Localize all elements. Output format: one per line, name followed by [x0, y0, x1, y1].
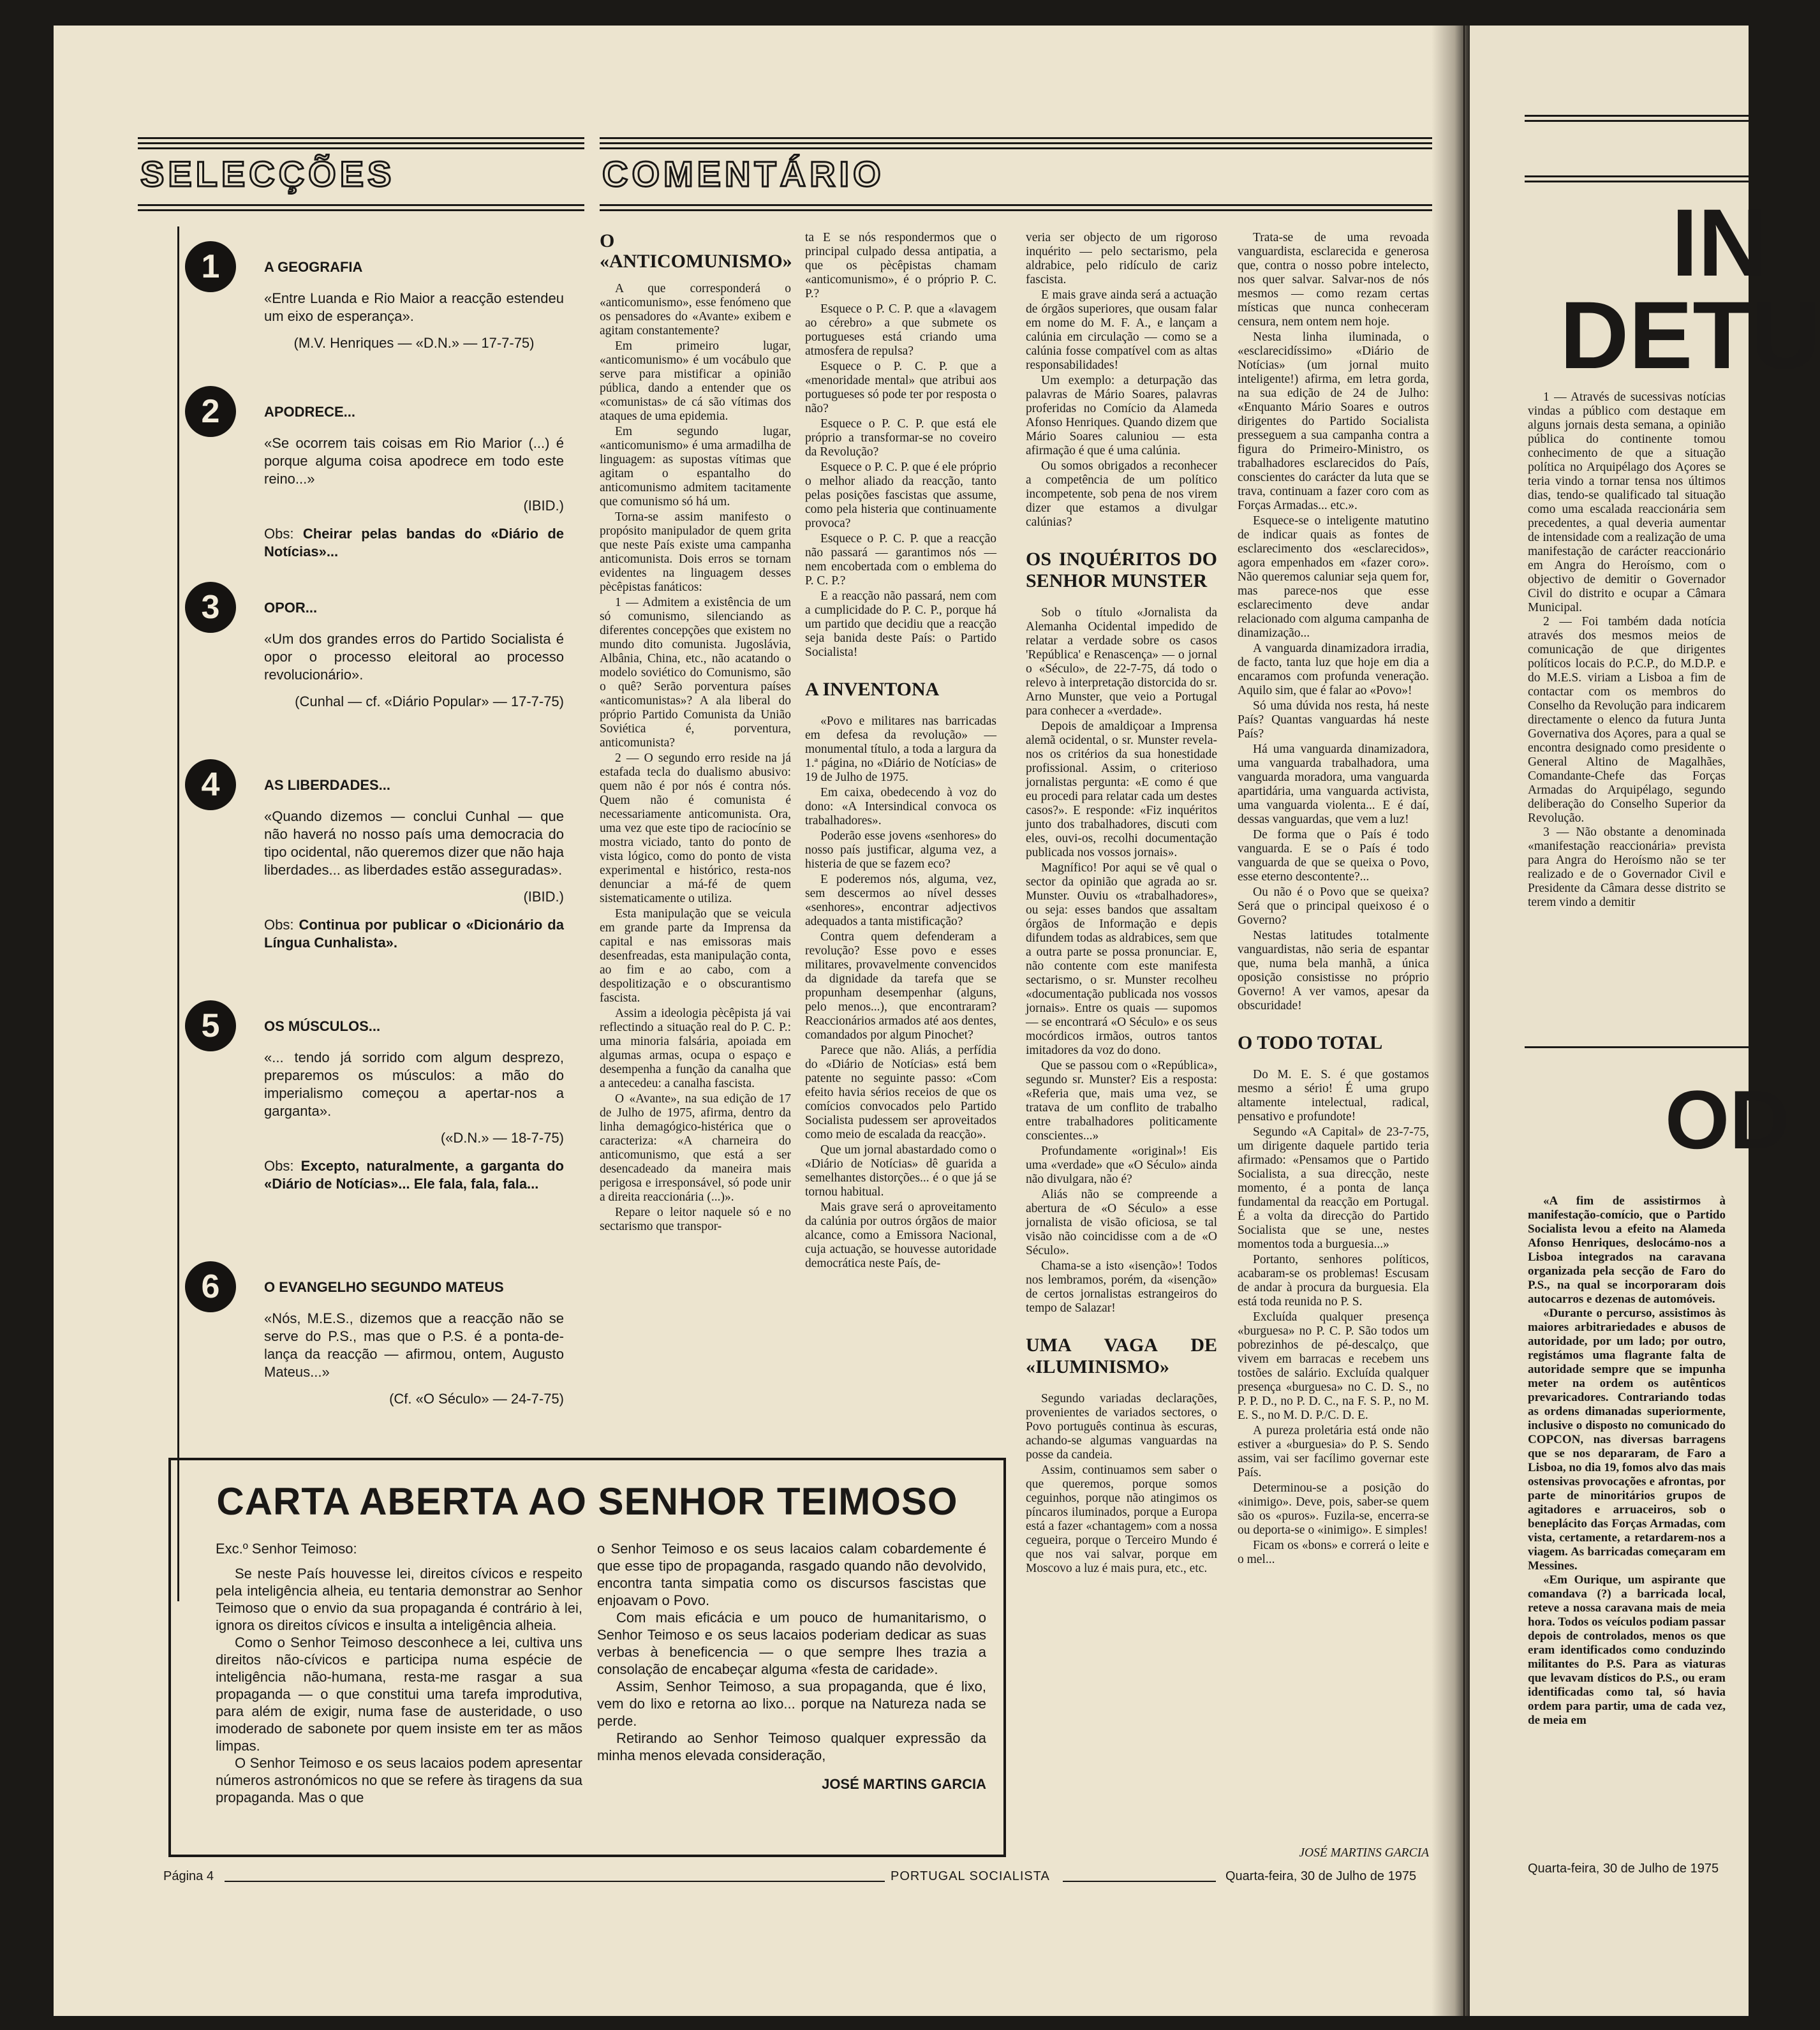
selection-quote: «Se ocorrem tais coisas em Rio Marior (...) é porque alguma coisa apodrece em todo este reino...» — [264, 435, 564, 487]
selection-quote: «Um dos grandes erros do Partido Socialista é opor o processo eleitoral ao processo revolucionário». — [264, 631, 564, 683]
obs-text: Continua por publicar o «Dicionário da Língua Cunhalista». — [264, 917, 564, 951]
number-badge: 2 — [185, 386, 236, 437]
selection-source: («D.N.» — 18-7-75) — [440, 1130, 564, 1146]
selections-bottom-rule — [138, 204, 584, 214]
paragraph: 3 — Não obstante a denominada «manifestação reaccionária» prevista para Angra do Heroísmo não se ter realizado e de o Governador Civil e Presidente da Câmara desse distrito se terem vindo a demitir — [1528, 826, 1726, 909]
right-headline-line3: OD — [1665, 1073, 1789, 1166]
selection-item — [185, 1261, 571, 1453]
paragraph: Há uma vanguarda dinamizadora, uma vanguarda trabalhadora, uma vanguarda moradora, uma vanguarda apartidária, uma vanguarda activista, uma vanguarda violenta... E é daí, dessas vanguardas, que vem a luz! — [1238, 743, 1429, 826]
open-letter-left-column — [216, 1540, 582, 1806]
paragraph: De forma que o País é todo vanguarda. E se o País é todo vanguarda de que se queixa o Povo, esse eterno descontente?... — [1238, 828, 1429, 884]
paragraph: Ou não é o Povo que se queixa? Será que o principal queixoso é o Governo? — [1238, 885, 1429, 927]
number-badge: 5 — [185, 1000, 236, 1051]
paragraph: Poderão esse jovens «senhores» do nosso país justificar, alguma vez, a histeria de que se fazem eco? — [805, 829, 996, 871]
selection-quote: «... tendo já sorrido com algum desprezo, preparemos os músculos: a mão do imperialismo começou a apertar-nos a garganta». — [264, 1049, 564, 1119]
paragraph: Ficam os «bons» e correrá o leite e o mel... — [1238, 1539, 1429, 1566]
selection-title: OPOR... — [264, 600, 318, 616]
inventona-heading: A INVENTONA — [805, 679, 940, 700]
paragraph: 2 — Foi também dada notícia através dos mesmos meios de comunicação de que dirigentes políticos locais do P.C.P., do M.D.P. e do M.E.S. viriam a Lisboa a fim de contactar com os membros do Conselho da Revolução para indicarem directamente o elenco da futura Junta Governativa dos Açores, para a qual se encontra designado como presidente o General Altino de Magalhães, Comandante-Chefe das Forças Armadas do Arquipélago, segundo deliberação do Conselho Superior da Revolução. — [1528, 615, 1726, 825]
paragraph: Assim a ideologia pècêpista já vai reflectindo a situação real do P. C. P.: uma minoria falsária, apoiada em algumas armas, ocupa o espaço e desempenha a função da canalha que a antecedeu: a canalha fascista. — [600, 1007, 791, 1090]
selection-obs — [264, 1157, 564, 1193]
open-letter-signature: JOSÉ MARTINS GARCIA — [822, 1776, 986, 1792]
obs-text: Excepto, naturalmente, a garganta do «Diário de Notícias»... Ele fala, fala, fala... — [264, 1158, 564, 1192]
commentary-top-rule — [600, 137, 1432, 152]
page-gutter — [1432, 26, 1470, 2016]
obs-label: Obs: — [264, 1158, 294, 1174]
paragraph: «Durante o percurso, assistimos às maiores arbitrariedades e abusos de autoridade, por um lado; por outro, registámos uma flagrante falta de autoridade sempre que se impunha meter na ordem os autênticos prevaricadores. Contrariando todas as ordens dimanadas superiormente, inclusive o disposto no comunicado do COPCON, nas diversas barragens que se nos depararam, de Faro a Lisboa, no dia 19, fomos alvo das mais ostensivas provocações e afrontas, por parte de minoritários grupos de agitadores e arruaceiros, sob o beneplácito das Forças Armadas, com vista, certamente, a retardarem-nos a viagem. As barricadas começaram em Messines. — [1528, 1307, 1726, 1573]
selection-title: A GEOGRAFIA — [264, 259, 363, 275]
selections-top-rule — [138, 137, 584, 152]
selection-item — [185, 582, 571, 760]
selection-item — [185, 1000, 571, 1243]
paragraph: Nesta linha iluminada, o «esclarecidíssimo» «Diário de Notícias» (um jornal muito inteligente!) afirma, em letra gorda, na sua edição de 24 de Julho: «Enquanto Mário Soares e outros dirigentes do Partido Socialista presseguem a sua campanha contra a figura do Primeiro-Ministro, os trabalhadores esclarecidos do País, conscientes do carácter da luta que se trava, continuam a fazer coro com as Forças Armadas... etc.». — [1238, 330, 1429, 512]
selection-source: (M.V. Henriques — «D.N.» — 17-7-75) — [293, 335, 535, 351]
paragraph: «Povo e militares nas barricadas em defesa da revolução» — monumental título, a toda a largura da 1.ª página, no «Diário de Notícias» de 19 de Julho de 1975. — [805, 715, 996, 784]
selection-body — [264, 290, 564, 352]
paragraph: Um exemplo: a deturpação das palavras de Mário Soares, palavras proferidas no Comício da Alameda Afonso Henriques. Quando dizem que Mário Soares caluniou — esta afirmação é que é uma calúnia. — [1026, 374, 1217, 457]
paragraph: Trata-se de uma revoada vanguardista, esclarecida e generosa que, contra o nosso pobre intelecto, nos quer salvar. Salvar-nos de nós mesmos — como rezam certas místicas que nunca conheceram censura, nem ontem nem hoje. — [1238, 231, 1429, 329]
paragraph: Mais grave será o aproveitamento da calúnia por outros órgãos de maior alcance, como a Emissora Nacional, cuja actuação, se houvesse autoridade democrática neste País, de- — [805, 1201, 996, 1270]
paragraph: Esta manipulação que se veicula em grande parte da Imprensa da capital e nas emissoras mais desenfreadas, esta manipulação conta, ao fim e ao cabo, com a despolitização e o obscurantismo fascista. — [600, 907, 791, 1005]
paragraph: Esquece-se o inteligente matutino de indicar quais as fontes de esclarecimento dos «esclarecidos», agora empenhados em «fazer coro». Não queremos caluniar seja quem for, mas parece-nos que esse esclarecimento deve andar relacionado com alguma campanha de dinamização... — [1238, 514, 1429, 640]
paragraph: Portanto, senhores políticos, acabaram-se os problemas! Escusam de andar à procura da burguesia. Ela está toda reunida no P. S. — [1238, 1253, 1429, 1308]
right-page-top-rule — [1525, 115, 1749, 125]
selection-body — [264, 808, 564, 952]
paragraph: Que se passou com o «República», segundo sr. Munster? Eis a resposta: «Referia que, mais uma vez, se tratava de um conflito de trabalho entre trabalhadores politicamente conscientes...» — [1026, 1059, 1217, 1143]
iluminismo-heading: UMA VAGA DE «ILUMINISMO» — [1026, 1335, 1217, 1377]
right-page-column-b — [1528, 1194, 1726, 1728]
paragraph: Assim, continuamos sem saber o que queremos, porque somos ceguinhos, porque não atingimos os píncaros iluminados, porque a Europa está a fazer «chantagem» com a nossa cegueira, porque o Terceiro Mundo é que nos vai salvar, porque em Moscovo a luz é mais pura, etc., etc. — [1026, 1463, 1217, 1575]
number-badge: 1 — [185, 241, 236, 292]
paragraph: Profundamente «original»! Eis uma «verdade» que «O Século» ainda não divulgara, não é? — [1026, 1145, 1217, 1186]
paragraph: Do M. E. S. é que gostamos mesmo a sério! É uma grupo altamente intelectual, radical, pensativo e profundote! — [1238, 1068, 1429, 1123]
selection-title: AS LIBERDADES... — [264, 777, 391, 793]
paragraph: 1 — Através de sucessivas notícias vindas a público com destaque em alguns jornais desta semana, a opinião pública do continente tomou conhecimento de que a situação política no Arquipélago dos Açores se teria vindo a tornar tensa nos últimos dias, tendo-se qualificado tal situação como uma escalada reaccionária sem precedentes, a qual deveria aumentar de intensidade com a realização de uma manifestação de carácter reaccionário em Angra do Heroísmo, com o objectivo de demitir o Governador Civil do distrito e ocupar a Câmara Municipal. — [1528, 390, 1726, 614]
paragraph: Excluída qualquer presença «burguesa» no P. C. P. São todos um pobrezinhos de pé-descalço, que vivem em barracas e recebem uns tostões de salário. Excluída qualquer presença «burguesa» no C. D. S., no P. P. D., no P. D. C., na F. S. P., no M. E. S., no M. D. P./C. D. E. — [1238, 1310, 1429, 1422]
open-letter-title: CARTA ABERTA AO SENHOR TEIMOSO — [216, 1480, 958, 1523]
selection-obs — [264, 916, 564, 952]
open-letter-salutation: Exc.º Senhor Teimoso: — [216, 1541, 357, 1557]
right-page-footer-date: Quarta-feira, 30 de Julho de 1975 — [1528, 1862, 1719, 1876]
selection-title: APODRECE... — [264, 404, 356, 420]
paragraph: 2 — O segundo erro reside na já estafada tecla do dualismo abusivo: quem não é por nós é contra nós. Quem não é comunista é necessariamente anticomunista. Ora, uma vez que este tipo de raciocínio se mostra viciado, tanto do ponto de vista lógico, como do ponto de vista experimental e histórico, resta-nos denunciar a má-fé de quem sistematicamente o utiliza. — [600, 752, 791, 905]
paragraph: Esquece o P. C. P. que está ele próprio a transformar-se no coveiro da Revolução? — [805, 417, 996, 459]
selection-source: (Cunhal — cf. «Diário Popular» — 17-7-75) — [295, 693, 564, 709]
number-badge: 4 — [185, 759, 236, 810]
selection-obs — [264, 525, 564, 561]
paragraph: Só uma dúvida nos resta, há neste País? Quantas vanguardas há neste País? — [1238, 699, 1429, 741]
paragraph: Aliás não se compreende a abertura de «O Século» a esse jornalista de visão oficiosa, se tal visão não coincidisse com a de «O Século». — [1026, 1188, 1217, 1257]
newspaper-name: PORTUGAL SOCIALISTA — [891, 1869, 1050, 1883]
inqueritos-heading: OS INQUÉRITOS DO SENHOR MUNSTER — [1026, 549, 1217, 591]
right-page-column-a — [1528, 390, 1726, 910]
footer-rule-left — [225, 1881, 885, 1882]
paragraph: «Em Ourique, um aspirante que comandava (?) a barricada local, reteve a nossa caravana mais de meia hora. Todos os veículos podiam passar depois de controlados, menos os que eram identificados como conduzindo militantes do P.S. Para as viaturas que levavam dísticos do P.S., ou eram identificadas como tal, só havia ordem para partir, uma de cada vez, de meia em — [1528, 1573, 1726, 1727]
commentary-signature: JOSÉ MARTINS GARCIA — [1299, 1846, 1429, 1860]
footer-rule-right — [1063, 1881, 1216, 1882]
paragraph: Determinou-se a posição do «inimigo». Deve, pois, saber-se quem são os «puros». Fuzila-se, encerra-se ou deporta-se o «inimigo». E simples! — [1238, 1481, 1429, 1537]
open-letter-right-column — [597, 1540, 986, 1793]
paragraph: Esquece o P. C. P. que a reacção não passará — garantimos nós — nem encobertada com o emblema do P. C. P.? — [805, 532, 996, 588]
selection-source: (IBID.) — [523, 889, 564, 905]
selection-body — [264, 1310, 564, 1408]
paragraph: Em primeiro lugar, «anticomunismo» é um vocábulo que serve para mistificar a opinião pública, dando a entender que os «comunistas» de cá são vítimas dos ataques de uma epidemia. — [600, 339, 791, 423]
anticomunismo-text — [600, 282, 791, 1234]
commentary-title: COMENTÁRIO — [602, 154, 885, 194]
paragraph: veria ser objecto de um rigoroso inquérito — pelo sectarismo, pela aldrabice, pelo ridículo de cariz fascista. — [1026, 231, 1217, 286]
commentary-column-1 — [600, 231, 791, 1235]
selection-source: (IBID.) — [523, 498, 564, 514]
paragraph: Com mais eficácia e um pouco de humanitarismo, o Senhor Teimoso e os seus lacaios poderiam dedicar as suas verbas à beneficencia — o que sempre lhes trazia a consolação de encabeçar alguma «festa de caridade». — [597, 1610, 986, 1677]
paragraph: 1 — Admitem a existência de um só comunismo, silenciando as diferentes concepções que existem no mundo dito comunista. Jugoslávia, Albânia, China, etc., não acatando o modelo soviético do Comunismo, são o quê? Serão porventura países «anticomunistas»? A ala liberal do próprio Partido Comunista da União Soviética é, porventura, anticomunista? — [600, 596, 791, 750]
issue-date: Quarta-feira, 30 de Julho de 1975 — [1225, 1869, 1417, 1883]
paragraph: Esquece o P. C. P. que é ele próprio o melhor aliado da reacção, tanto pelas posições fascistas que assume, como pela histeria que continuamente provoca? — [805, 461, 996, 530]
paragraph: Em segundo lugar, «anticomunismo» é uma armadilha de linguagem: as supostas vítimas que agitam o espantalho do anticomunismo admitem tacitamente que comunismo só há um. — [600, 425, 791, 508]
number-badge: 3 — [185, 582, 236, 633]
paragraph: Nestas latitudes totalmente vanguardistas, não seria de espantar que, numa bela manhã, a única oposição consistisse no próprio Governo! A ver vamos, apesar da obscuridade! — [1238, 929, 1429, 1012]
selection-title: O EVANGELHO SEGUNDO MATEUS — [264, 1279, 504, 1295]
paragraph: o Senhor Teimoso e os seus lacaios calam cobardemente é que esse tipo de propaganda, rasgado quando não devolvido, encontra tanta simpatia como os discursos fascistas que enjoavam o Povo. — [597, 1541, 986, 1608]
commentary-bottom-rule — [600, 204, 1432, 214]
paragraph: Sob o título «Jornalista da Alemanha Ocidental impedido de relatar a verdade sobre os casos 'República' e Renascença» — o jornal o «Século», de 22-7-75, dá todo o relevo à interpretação distorcida do sr. Arno Munster, que veio a Portugal para conhecer a «verdade». — [1026, 606, 1217, 718]
paragraph: E poderemos nós, alguma, vez, sem descermos ao nível desses «senhores», encontrar adjectivos adequados a tanta mistificação? — [805, 873, 996, 928]
paragraph: Segundo «A Capital» de 23-7-75, um dirigente daquele partido teria afirmado: «Pensamos que o Partido Socialista, a sua direcção, neste momento, é a ponta de lança fundamental da reacção em Portugal. É a volta da direcção do Partido Socialista que se une, nestes momentos toda a burguesia...» — [1238, 1125, 1429, 1251]
todo-total-heading: O TODO TOTAL — [1238, 1032, 1383, 1053]
paragraph: Repare o leitor naquele só e no sectarismo que transpor- — [600, 1206, 791, 1233]
paragraph: E a reacção não passará, nem com a cumplicidade do P. C. P., porque há um partido que decidiu que a reacção seja banida deste País: o Partido Socialista! — [805, 589, 996, 659]
paragraph: Contra quem defenderam a revolução? Esse povo e esses militares, provavelmente convencidos da dignidade da tarefa que se propunham desempenhar (alguns, pelo menos...), que encontraram? Reaccionários armados até aos dentes, comandados por algum Pinochet? — [805, 930, 996, 1042]
paragraph: Em caixa, obedecendo à voz do dono: «A Intersindical convoca os trabalhadores». — [805, 786, 996, 827]
paragraph: A pureza proletária está onde não estiver a «burguesia» do P. S. Sendo assim, vai ser facílimo governar este País. — [1238, 1424, 1429, 1479]
paragraph: Parece que não. Aliás, a perfídia do «Diário de Notícias» está bem patente no seguinte passo: «Com efeito havia sérios receios de que os comícios convocados pelo Partido Socialista pudessem ser aproveitados como meio de escalada da reacção». — [805, 1044, 996, 1141]
paragraph: O Senhor Teimoso e os seus lacaios podem apresentar números astronómicos no que se refere às tiragens da sua propaganda. Mas o que — [216, 1755, 582, 1805]
selection-title: OS MÚSCULOS... — [264, 1018, 381, 1034]
open-letter-box — [168, 1458, 1006, 1857]
paragraph: Esquece o P. C. P. que a «lavagem ao cérebro» a que submete os portugueses está criando uma atmosfera de repulsa? — [805, 302, 996, 358]
page-footer — [163, 1869, 1436, 1891]
paragraph: A que corresponderá o «anticomunismo», esse fenómeno que os pensadores do «Avante» exibem e agitam constantemente? — [600, 282, 791, 337]
obs-label: Obs: — [264, 917, 294, 933]
selection-quote: «Nós, M.E.S., dizemos que a reacção não se serve do P.S., mas que o P.S. é a ponta-de-lança da reacção — afirmou, ontem, Augusto Mateus...» — [264, 1310, 564, 1380]
obs-label: Obs: — [264, 526, 294, 542]
selections-title: SELECÇÕES — [140, 154, 396, 194]
page-number: Página 4 — [163, 1869, 214, 1883]
selection-body — [264, 1049, 564, 1193]
obs-text: Cheirar pelas bandas do «Diário de Notícias»... — [264, 526, 564, 559]
paragraph: Retirando ao Senhor Teimoso qualquer expressão da minha menos elevada consideração, — [597, 1730, 986, 1763]
paragraph: A vanguarda dinamizadora irradia, de facto, tanta luz que hoje em dia a encaramos com profunda veneração. Aquilo sim, que é falar ao «Povo»! — [1238, 642, 1429, 697]
paragraph: O «Avante», na sua edição de 17 de Julho de 1975, afirma, dentro da linha demagógico-histérica que o caracteriza: «A charneira do anticomunismo, que está a ser desencadeado da maneira mais perigosa e irresponsável, só pode unir a direita reaccionária (...)». — [600, 1092, 791, 1204]
selection-body — [264, 630, 564, 711]
paragraph: Esquece o P. C. P. que a «menoridade mental» que atribui aos portugueses só pode ter por resposta o não? — [805, 360, 996, 415]
selection-source: (Cf. «O Século» — 24-7-75) — [389, 1391, 564, 1407]
paragraph: Ou somos obrigados a reconhecer a competência de um político incompetente, sob pena de nos virem dizer que estamos a divulgar calúnias? — [1026, 459, 1217, 529]
selection-item — [185, 386, 571, 577]
right-page-second-rule — [1525, 175, 1749, 186]
paragraph: E mais grave ainda será a actuação de órgãos superiores, que ousam falar em nome do M. F. A., e lançam a calúnia em circulação — como se a calúnia fosse compatível com as altas responsabilidades! — [1026, 288, 1217, 372]
paragraph: Magnífico! Por aqui se vê qual o sector da opinião que agrada ao sr. Munster. Ouviu os «trabalhadores», ou seja: esses bandos que assaltam órgãos de Informação e depis difundem todas as aldrabices, sem que a outra parte se possa pronunciar. E, não contente com este manifesta sectarismo, o sr. Munster recolheu «documentação publicada nos vossos jornais». Entre os quais — supomos — se encontrará «O Século» e os seus mocórdicos irmãos, outros tantos imitadores da voz do dono. — [1026, 861, 1217, 1057]
right-headline-line1: IN — [1671, 189, 1767, 296]
anticomunismo-heading: O «ANTICOMUNISMO» — [600, 230, 792, 272]
commentary-column-3 — [1026, 231, 1217, 1577]
selection-quote: «Quando dizemos — conclui Cunhal — que não haverá no nosso país uma democracia do tipo ocidental, não queremos dizer que não haja liberdades... as liberdades estão asseguradas». — [264, 808, 564, 878]
right-headline-line2: DETU — [1560, 281, 1820, 389]
paragraph: «A fim de assistirmos à manifestação-comício, que o Partido Socialista levou a efeito na Alameda Afonso Henriques, deslocámo-nos a Lisboa integrados na caravana organizada pela secção de Faro do P.S., na qual se incorporaram dois autocarros e dezenas de automóveis. — [1528, 1194, 1726, 1306]
paragraph: Que um jornal abastardado como o «Diário de Notícias» dê guarida a semelhantes distorções... é o que já se tornou habitual. — [805, 1143, 996, 1199]
paragraph: Chama-se a isto «isenção»! Todos nos lembramos, porém, da «isenção» de certos jornalistas estrangeiros do tempo de Salazar! — [1026, 1259, 1217, 1315]
selection-item — [185, 759, 571, 989]
paragraph: Depois de amaldiçoar a Imprensa alemã ocidental, o sr. Munster revela-nos os critérios da sua honestidade profissional. Assim, o criterioso jornalistas pergunta: «E como é que eu procedi para relatar cada um destes casos?». E responde: «Fiz inquéritos junto dos trabalhadores, discuti com eles, ouvi-os, recolhi documentação publicada nos vossos jornais». — [1026, 720, 1217, 859]
paragraph: Torna-se assim manifesto o propósito manipulador de quem grita que neste País existe uma campanha anticomunista. Dois erros se tornam evidentes na linguagem desses pècêpistas fanáticos: — [600, 510, 791, 594]
commentary-column-2 — [805, 231, 996, 1272]
right-page-divider — [1525, 1046, 1749, 1048]
commentary-column-4 — [1238, 231, 1429, 1860]
selection-quote: «Entre Luanda e Rio Maior a reacção estendeu um eixo de esperança». — [264, 290, 564, 324]
paragraph: Se neste País houvesse lei, direitos cívicos e respeito pela inteligência alheia, eu tentaria demonstrar ao Senhor Teimoso que o envio da sua propaganda é contrário à lei, ignora os direitos cívicos e insulta a inteligência alheia. — [216, 1566, 582, 1633]
paragraph: Como o Senhor Teimoso desconhece a lei, cultiva uns direitos não-cívicos e participa numa espécie de inteligência não-humana, resta-me rasgar a sua propaganda — o que constitui uma tarefa improdutiva, para além de exigir, numa fase de austeridade, o uso imoderado de sabonete por quem insiste em ter as mãos limpas. — [216, 1634, 582, 1754]
paragraph: Assim, Senhor Teimoso, a sua propaganda, que é lixo, vem do lixo e retorna ao lixo... porque na Natureza nada se perde. — [597, 1678, 986, 1729]
paragraph: ta E se nós respondermos que o principal culpado dessa antipatia, a que os pècêpistas chamam «anticomunismo», é o próprio P. C. P.? — [805, 231, 996, 300]
selection-body — [264, 434, 564, 561]
number-badge: 6 — [185, 1261, 236, 1312]
selection-item — [185, 241, 571, 369]
paragraph: Segundo variadas declarações, provenientes de variados sectores, o Povo português continua às escuras, achando-se algumas vanguardas na posse da candeia. — [1026, 1392, 1217, 1462]
